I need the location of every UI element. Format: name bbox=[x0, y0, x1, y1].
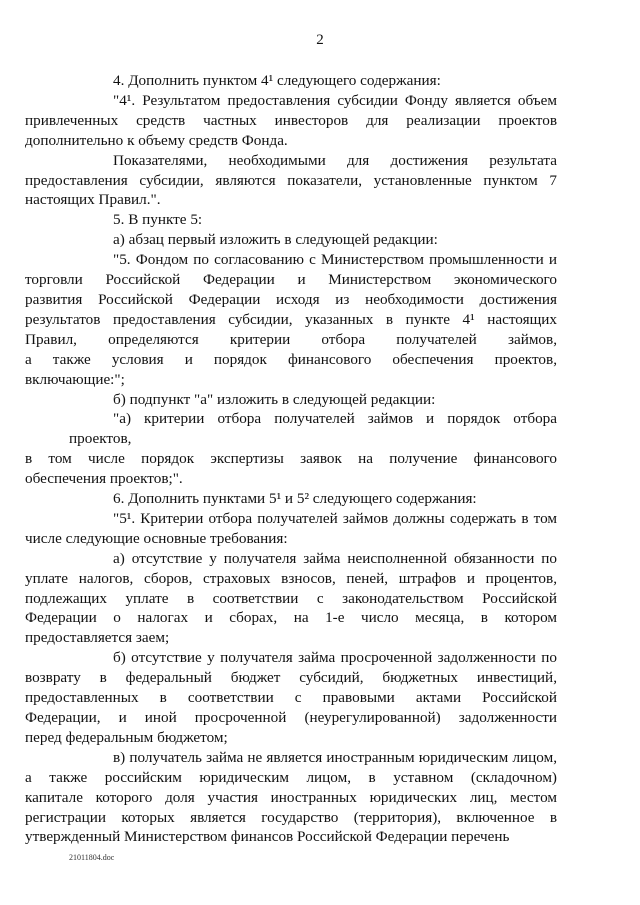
paragraph-line: привлеченных средств частных инвесторов для реализации проектов bbox=[25, 111, 557, 129]
paragraph-line: предоставления субсидии, являются показатели, установленные пунктом 7 bbox=[25, 171, 557, 189]
paragraph bbox=[25, 509, 557, 549]
paragraph-line: "4¹. Результатом предоставления субсидии Фонду является объем bbox=[113, 91, 557, 109]
paragraph-line: Правил, определяются критерии отбора получателей займов, bbox=[25, 330, 557, 348]
paragraph-line: подлежащих уплате в соответствии с законодательством Российской bbox=[25, 589, 557, 607]
paragraph-line: предоставленных в соответствии с правовыми актами Российской bbox=[25, 689, 557, 707]
paragraph bbox=[69, 230, 557, 250]
paragraph bbox=[69, 71, 557, 91]
paragraph-line: Федерации о налогах и сборах, на 1-е число месяца, в котором bbox=[25, 609, 557, 627]
paragraph-line: Федерации, и иной просроченной (неурегулированной) задолженности bbox=[25, 709, 557, 726]
paragraph-line: 6. Дополнить пунктами 5¹ и 5² следующего содержания: bbox=[113, 490, 477, 508]
paragraph-line: обеспечения проектов;". bbox=[25, 470, 183, 488]
paragraph bbox=[25, 549, 557, 649]
paragraph-line: б) отсутствие у получателя займа просроченной задолженности по bbox=[113, 649, 557, 667]
document-body bbox=[25, 71, 557, 847]
paragraph-line: торговли Российской Федерации и Министерством экономического bbox=[25, 271, 557, 289]
paragraph-line: утвержденный Министерством финансов Российской Федерации перечень bbox=[25, 828, 510, 846]
paragraph-line: развития Российской Федерации исходя из необходимости достижения bbox=[25, 290, 557, 308]
paragraph bbox=[25, 409, 557, 489]
paragraph-line: перед федеральным бюджетом; bbox=[25, 728, 228, 746]
paragraph bbox=[69, 390, 557, 410]
paragraph-line: б) подпункт "а" изложить в следующей редакции: bbox=[113, 390, 436, 408]
paragraph-line: а) абзац первый изложить в следующей редакции: bbox=[113, 231, 438, 249]
paragraph bbox=[25, 250, 557, 389]
paragraph bbox=[25, 91, 557, 151]
paragraph bbox=[25, 648, 557, 748]
paragraph-line: числе следующие основные требования: bbox=[25, 529, 288, 547]
paragraph-line: капитале которого доля участия иностранных юридических лиц, местом bbox=[25, 788, 557, 806]
file-name-footer: 21011804.doc bbox=[69, 853, 115, 862]
paragraph-line: "5¹. Критерии отбора получателей займов должны содержать в том bbox=[113, 509, 557, 527]
paragraph-line: в) получатель займа не является иностранным юридическим лицом, bbox=[113, 748, 557, 766]
paragraph bbox=[25, 151, 557, 211]
paragraph-line: а) отсутствие у получателя займа неисполненной обязанности по bbox=[113, 549, 557, 567]
paragraph-line: 4. Дополнить пунктом 4¹ следующего содержания: bbox=[113, 72, 441, 89]
paragraph-line: включающие:"; bbox=[25, 370, 125, 388]
page-number: 2 bbox=[316, 32, 324, 48]
paragraph bbox=[69, 210, 557, 230]
paragraph-line: возврату в федеральный бюджет субсидий, бюджетных инвестиций, bbox=[25, 669, 557, 687]
paragraph-line: результатов предоставления субсидии, указанных в пункте 4¹ настоящих bbox=[25, 310, 557, 328]
paragraph-line: "5. Фондом по согласованию с Министерством промышленности и bbox=[113, 251, 557, 269]
paragraph bbox=[25, 748, 557, 848]
paragraph-line: Показателями, необходимыми для достижения результата bbox=[113, 151, 557, 169]
paragraph-line: а также российским юридическим лицом, в уставном (складочном) bbox=[25, 768, 557, 786]
paragraph-line: в том числе порядок экспертизы заявок на получение финансового bbox=[25, 450, 557, 468]
paragraph-line: 5. В пункте 5: bbox=[113, 211, 203, 229]
paragraph-line: уплате налогов, сборов, страховых взносов, пеней, штрафов и процентов, bbox=[25, 569, 557, 587]
paragraph-line: предоставляется заем; bbox=[25, 629, 170, 647]
paragraph-line: "а) критерии отбора получателей займов и порядок отбора проектов, bbox=[69, 410, 557, 448]
paragraph-line: а также условия и порядок финансового обеспечения проектов, bbox=[25, 350, 557, 368]
paragraph bbox=[69, 489, 557, 509]
paragraph-line: настоящих Правил.". bbox=[25, 191, 161, 209]
paragraph-line: дополнительно к объему средств Фонда. bbox=[25, 131, 288, 149]
paragraph-line: регистрации которых является государство (территория), включенное в bbox=[25, 808, 557, 826]
